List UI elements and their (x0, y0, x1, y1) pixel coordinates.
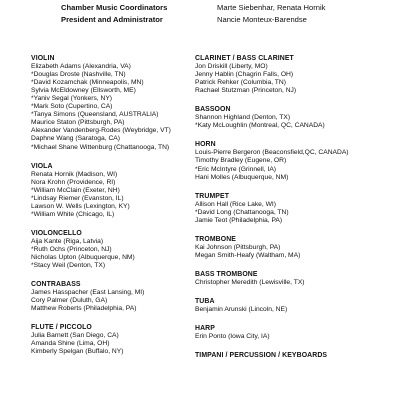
musician-entry: *Ruth Ochs (Princeton, NJ) (31, 245, 112, 253)
musician-entry: *David Long (Chattanooga, TN) (195, 208, 289, 216)
musician-entry: *Yaniv Segal (Yonkers, NY) (31, 95, 113, 103)
musician-entry: *William White (Chicago, IL) (31, 210, 115, 218)
musician-entry: Megan Smith-Heafy (Waltham, MA) (195, 251, 301, 259)
section-bassoon (195, 106, 395, 130)
musician-entry: Aija Kante (Riga, Latvia) (31, 237, 104, 245)
section-trombone (195, 236, 395, 260)
musician-entry: Jon Driskill (Liberty, MO) (195, 63, 268, 71)
musician-entry: Daphne Wang (Saratoga, CA) (31, 135, 120, 143)
section-horn (195, 141, 395, 181)
musician-entry: *William McClain (Exeter, NH) (31, 186, 120, 194)
section-contrabass (31, 281, 191, 313)
musician-entry: *David Kozamchak (Minneapolis, MN) (31, 79, 144, 87)
musician-entry: *Stacy Weil (Denton, TX) (31, 262, 106, 270)
section-trumpet (195, 193, 395, 225)
section-heading: VIOLONCELLO (31, 229, 82, 237)
musician-entry: Nicholas Upton (Albuquerque, NM) (31, 254, 135, 262)
musician-entry: *Katy McLoughlin (Montreal, QC, CANADA) (195, 122, 325, 130)
section-timpani-percussion-keyboards (195, 352, 395, 360)
musician-entry: Nora Krohn (Providence, RI) (31, 178, 116, 186)
section-spacer (31, 313, 191, 324)
musician-entry: Rachael Stutzman (Princeton, NJ) (195, 87, 297, 95)
section-heading: VIOLIN (31, 55, 55, 62)
section-heading: BASS TROMBONE (195, 270, 258, 278)
musician-entry: Louis-Pierre Bergeron (Beaconsfield,QC, CANADA) (195, 149, 349, 157)
section-heading: TIMPANI / PERCUSSION / KEYBOARDS (195, 352, 328, 360)
musician-entry: Kimberly Spelgan (Buffalo, NY) (31, 348, 124, 356)
musician-entry: Amanda Shine (Lima, OH) (31, 340, 110, 348)
musician-entry: Timothy Bradley (Eugene, OR) (195, 157, 287, 165)
section-spacer (195, 314, 395, 325)
section-spacer (31, 270, 191, 281)
musician-entry: Kai Johnson (Pittsburgh, PA) (195, 243, 281, 251)
section-harp (195, 325, 395, 341)
musician-entry: James Hasspacher (East Lansing, MI) (31, 289, 145, 297)
section-spacer (195, 130, 395, 141)
musician-entry: Alexander Vandenberg-Rodes (Weybridge, VT) (31, 127, 171, 135)
musician-entry: *Michael Shane Wittenburg (Chattanooga, TN) (31, 143, 170, 151)
section-heading: CONTRABASS (31, 281, 81, 289)
section-heading: BASSOON (195, 106, 231, 114)
section-violin (31, 55, 191, 152)
musician-entry: Julia Barnett (San Diego, CA) (31, 332, 119, 340)
musician-entry: Renata Hornik (Madison, WI) (31, 170, 118, 178)
section-heading: TRUMPET (195, 192, 230, 200)
section-spacer (195, 95, 395, 106)
section-spacer (195, 182, 395, 193)
musician-entry: Elizabeth Adams (Alexandria, VA) (31, 63, 131, 71)
admin-names: Nancie Monteux-Barendse (217, 15, 307, 24)
musician-entry: *Lindsay Riemer (Evanston, IL) (31, 194, 124, 202)
musician-entry: *Mark Soto (Cupertino, CA) (31, 103, 113, 111)
admin-role: President and Administrator (61, 15, 163, 24)
section-bass-trombone (195, 271, 395, 287)
section-spacer (195, 287, 395, 298)
section-spacer (195, 341, 395, 352)
section-spacer (31, 152, 191, 163)
section-heading: TROMBONE (195, 235, 236, 243)
section-clarinet-bass-clarinet (195, 55, 395, 95)
section-spacer (195, 260, 395, 271)
musician-entry: Maurice Staton (Pittsburgh, PA) (31, 119, 125, 127)
roster-column-left (31, 55, 191, 357)
musician-entry: Jenny Hablin (Chagrin Falls, OH) (195, 71, 294, 79)
section-heading: HARP (195, 325, 215, 333)
musician-entry: Cory Palmer (Duluth, GA) (31, 297, 108, 305)
section-flute-piccolo (31, 324, 191, 356)
musician-entry: Christopher Meredith (Lewisville, TX) (195, 278, 305, 286)
section-heading: HORN (195, 141, 216, 149)
musician-entry: Lawson W. Wells (Lexington, KY) (31, 202, 130, 210)
section-heading: VIOLA (31, 162, 53, 170)
section-heading: FLUTE / PICCOLO (31, 324, 92, 332)
section-viola (31, 163, 191, 219)
section-heading: TUBA (195, 298, 215, 306)
musician-entry: Matthew Roberts (Philadelphia, PA) (31, 305, 137, 313)
musician-entry: Allison Hall (Rice Lake, WI) (195, 200, 277, 208)
admin-names: Marte Siebenhar, Renata Hornik (217, 3, 326, 12)
musician-entry: Jamie Teot (Philadelphia, PA) (195, 216, 283, 224)
musician-entry: *Tanya Simons (Queensland, AUSTRALIA) (31, 111, 159, 119)
musician-entry: Erin Ponto (Iowa City, IA) (195, 333, 270, 341)
musician-entry: Hani Molles (Albuquerque, NM) (195, 173, 289, 181)
admin-role: Chamber Music Coordinators (61, 3, 168, 12)
section-spacer (195, 225, 395, 236)
musician-entry: *Eric McIntyre (Grinnell, IA) (195, 165, 277, 173)
section-spacer (31, 219, 191, 230)
musician-entry: Patrick Rehker (Columbia, TN) (195, 79, 286, 87)
section-heading: CLARINET / BASS CLARINET (195, 55, 294, 62)
musician-entry: *Douglas Droste (Nashville, TN) (31, 71, 126, 79)
musician-entry: Sylvia McEldowney (Ellsworth, ME) (31, 87, 136, 95)
musician-entry: Benjamin Arunski (Lincoln, NE) (195, 306, 288, 314)
section-violoncello (31, 230, 191, 270)
section-tuba (195, 298, 395, 314)
roster-column-right (195, 55, 395, 360)
musician-entry: Shannon Highland (Denton, TX) (195, 114, 291, 122)
